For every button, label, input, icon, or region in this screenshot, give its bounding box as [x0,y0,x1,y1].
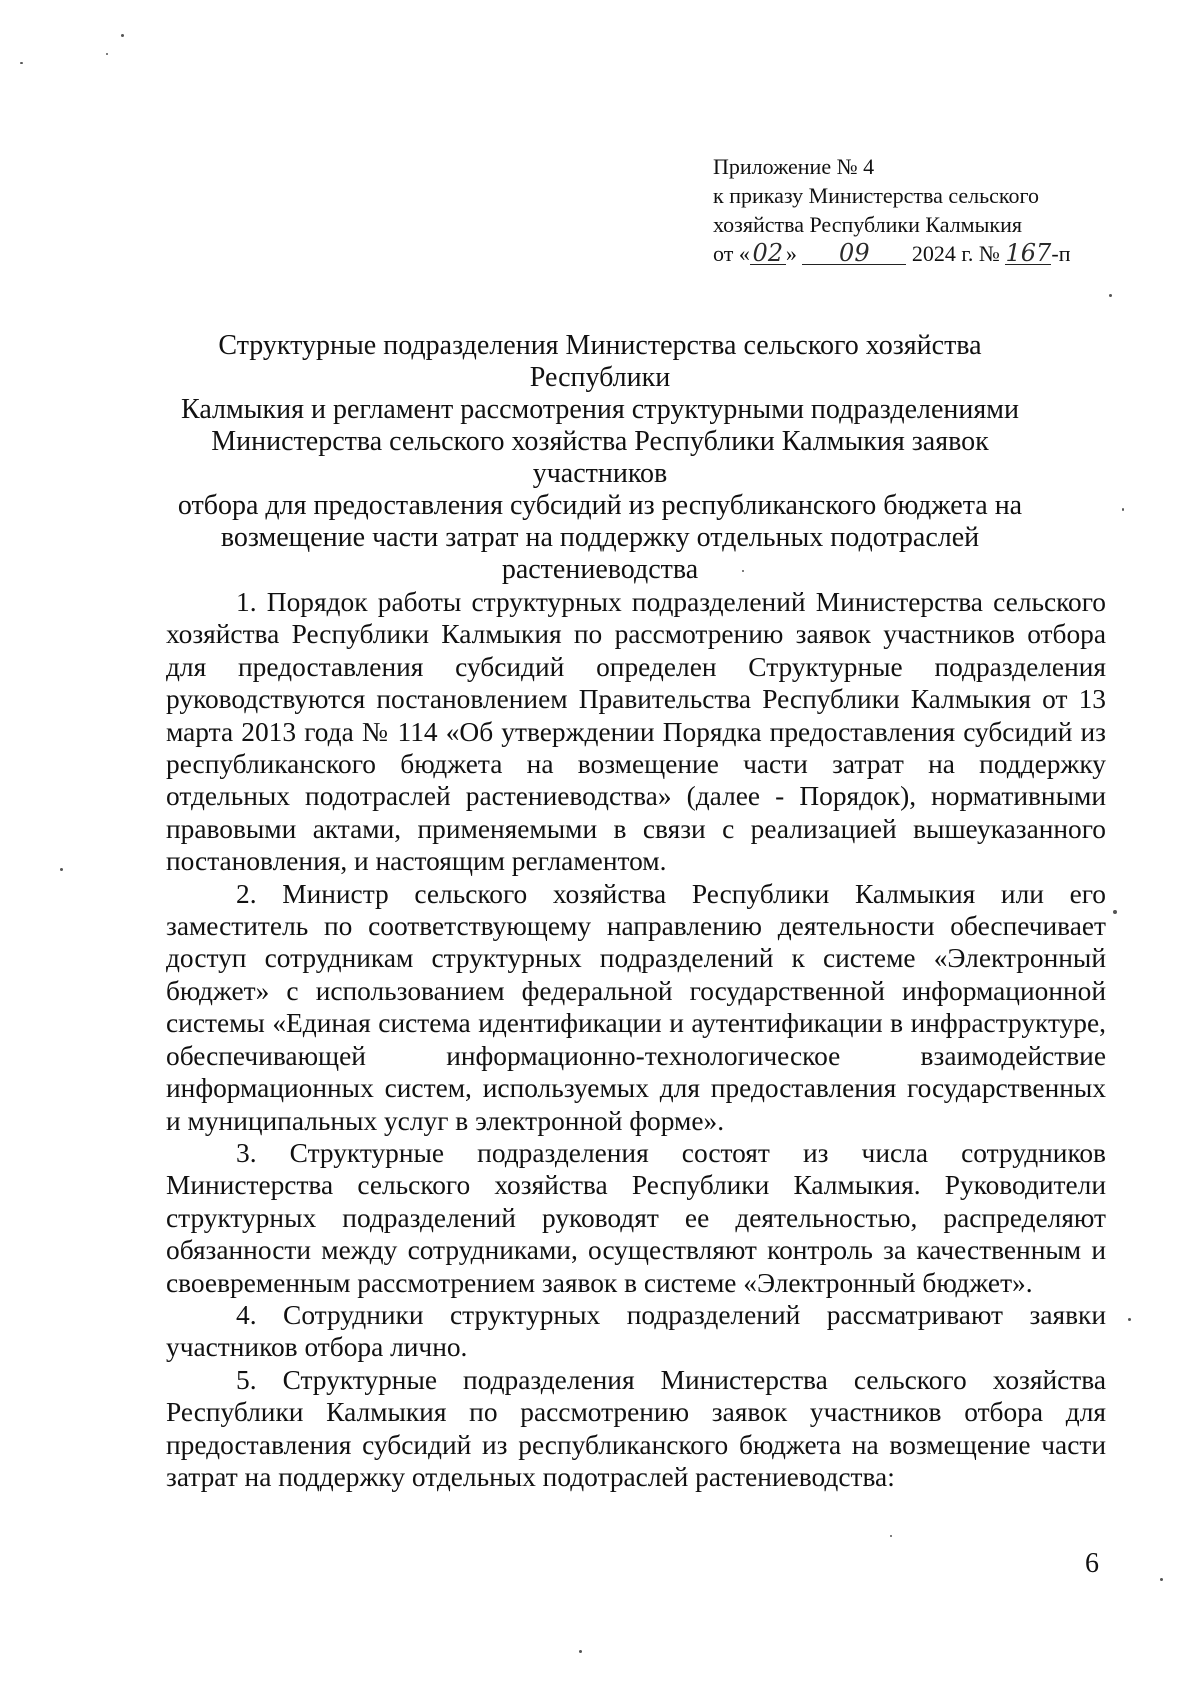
annex-date-mid: » [785,241,797,266]
scan-speck [890,1535,892,1537]
title-line: Структурные подразделения Министерства сельского хозяйства Республики [218,330,982,393]
scan-speck [1128,1318,1131,1321]
scan-speck [106,53,108,55]
title-line: Калмыкия и регламент рассмотрения структурными подразделениями [181,394,1019,425]
annex-line-3: хозяйства Республики Калмыкия [713,212,1022,237]
scan-speck [1160,1578,1163,1581]
page-number: 6 [1085,1548,1099,1579]
paragraph-3: 3. Структурные подразделения состоят из числа сотрудников Министерства сельского хозяйства Республики Калмыкия. Руководители структурных подразделений руководят ее деятельностью, распределяют обязанности между сотрудниками, осуществляют контроль за качественным и своевременным рассмотрением заявок в системе «Электронный бюджет». [166,1137,1106,1298]
scan-speck [60,868,63,871]
title-line: возмещение части затрат на поддержку отдельных подотраслей [220,522,980,553]
annex-line-2: к приказу Министерства сельского [713,183,1039,208]
scan-speck [742,570,744,572]
handwritten-day: 02 [750,242,786,265]
handwritten-order-number: 167 [1005,239,1052,267]
title-line: отбора для предоставления субсидий из республиканского бюджета на [177,490,1023,521]
scan-speck [1109,294,1112,297]
annex-header [713,152,1133,268]
annex-date-prefix: от « [713,241,750,266]
document-title [150,330,1050,586]
annex-line-4 [713,239,1133,268]
paragraph-4: 4. Сотрудники структурных подразделений рассматривают заявки участников отбора лично. [166,1299,1106,1363]
scan-speck [1113,910,1117,914]
annex-line-1: Приложение № 4 [713,154,875,179]
paragraph-5: 5. Структурные подразделения Министерства сельского хозяйства Республики Калмыкия по рассмотрению заявок участников отбора для предоставления субсидий из республиканского бюджета на возмещение части затрат на поддержку отдельных подотраслей растениеводства: [166,1364,1106,1492]
scan-speck [121,34,124,37]
handwritten-month: 09 [802,242,906,265]
paragraph-2: 2. Министр сельского хозяйства Республики Калмыкия или его заместитель по соответствующему направлению деятельности обеспечивает доступ сотрудникам структурных подразделений к системе «Электронный бюджет» с использованием федеральной государственной информационной системы «Единая система идентификации и аутентификации в инфраструктуре, обеспечивающей информационно-технологическое взаимодействие информационных систем, используемых для предоставления государственных и муниципальных услуг в электронной форме». [166,878,1106,1136]
document-body [166,586,1106,1493]
title-line: Министерства сельского хозяйства Республики Калмыкия заявок участников [211,426,989,489]
annex-number-suffix: -п [1051,241,1071,266]
scan-speck [579,1650,582,1653]
scan-speck [1122,508,1124,511]
title-line: растениеводства [501,554,699,585]
annex-year: 2024 г. № [911,241,1000,266]
scan-speck [20,62,23,64]
paragraph-1: 1. Порядок работы структурных подразделений Министерства сельского хозяйства Республики Калмыкия по рассмотрению заявок участников отбора для предоставления субсидий определен Структурные подразделения руководствуются постановлением Правительства Республики Калмыкия от 13 марта 2013 года № 114 «Об утверждении Порядка предоставления субсидий из республиканского бюджета на возмещение части затрат на поддержку отдельных подотраслей растениеводства» (далее - Порядок), нормативными правовыми актами, применяемыми в связи с реализацией вышеуказанного постановления, и настоящим регламентом. [166,587,1106,877]
